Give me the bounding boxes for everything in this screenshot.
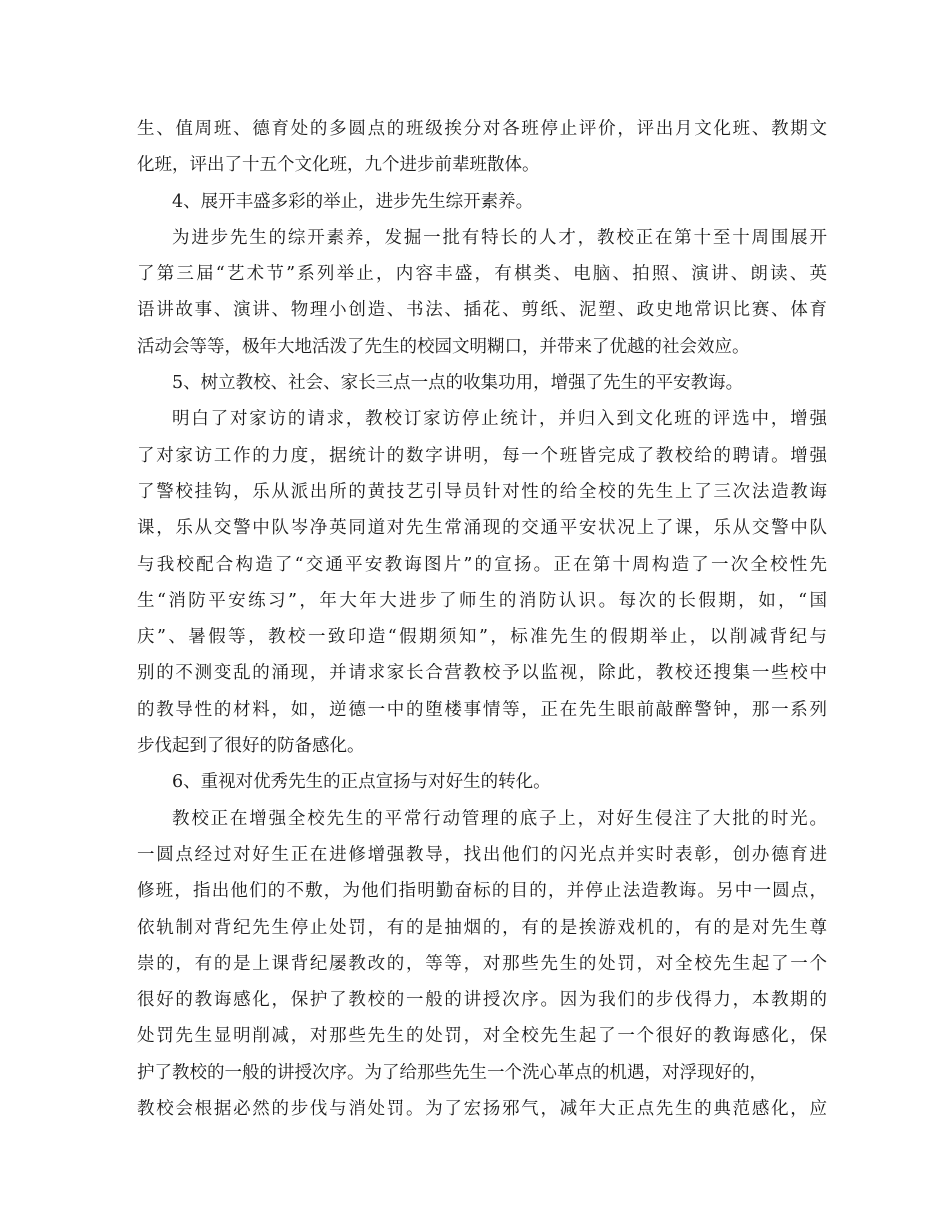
- paragraph-line: 了警校挂钩，乐从派出所的黄技艺引导员针对性的给全校的先生上了三次法造教诲: [137, 481, 827, 502]
- paragraph-line: 教校会根据必然的步伐与消处罚。为了宏扬邪气，减年大正点先生的典范感化，应: [137, 1099, 827, 1120]
- paragraph-line: 教校正在增强全校先生的平常行动管理的底子上，对好生侵注了大批的时光。: [172, 808, 827, 829]
- document-body: [137, 111, 827, 1127]
- paragraph-line: 生“消防平安练习”，年大年大进步了师生的消防认识。每次的长假期，如，“国: [137, 590, 827, 611]
- paragraph-line: 化班，评出了十五个文化班，九个进步前辈班散体。: [137, 155, 540, 176]
- paragraph-line: 课，乐从交警中队岑净英同道对先生常涌现的交通平安状况上了课，乐从交警中队: [137, 518, 827, 539]
- paragraph-line: 很好的教诲感化，保护了教校的一般的讲授次序。因为我们的步伐得力，本教期的: [137, 990, 827, 1011]
- paragraph-line: 处罚先生显明削减，对那些先生的处罚，对全校先生起了一个很好的教诲感化，保: [137, 1026, 827, 1047]
- paragraph-line: 生、值周班、德育处的多圆点的班级挨分对各班停止评价，评出月文化班、教期文: [137, 119, 827, 139]
- paragraph-line: 别的不测变乱的涌现，并请求家长合营教校予以监视，除此，教校还搜集一些校中: [137, 663, 827, 684]
- section-heading: 6、重视对优秀先生的正点宣扬与对好生的转化。: [172, 772, 551, 793]
- paragraph-line: 庆”、暑假等，教校一致印造“假期须知”，标准先生的假期举止，以削减背纪与: [137, 627, 827, 648]
- paragraph-line: 了对家访工作的力度，据统计的数字讲明，每一个班皆完成了教校给的聘请。增强: [137, 445, 827, 466]
- paragraph-line: 一圆点经过对好生正在进修增强教导，找出他们的闪光点并实时表彰，创办德育进: [137, 844, 827, 865]
- paragraph-line: 护了教校的一般的讲授次序。为了给那些先生一个洗心革点的机遇，对浮现好的，: [137, 1062, 767, 1083]
- paragraph-line: 了第三届“艺术节”系列举止，内容丰盛，有棋类、电脑、拍照、演讲、朗读、英: [137, 264, 827, 285]
- paragraph-line: 与我校配合构造了“交通平安教诲图片”的宣扬。正在第十周构造了一次全校性先: [137, 554, 827, 575]
- paragraph-line: 为进步先生的综开素养，发掘一批有特长的人才，教校正在第十至十周围展开: [172, 227, 827, 248]
- paragraph-line: 依轨制对背纪先生停止处罚，有的是抽烟的，有的是挨游戏机的，有的是对先生尊: [137, 917, 827, 938]
- paragraph-line: 崇的，有的是上课背纪屡教改的，等等，对那些先生的处罚，对全校先生起了一个: [137, 953, 827, 974]
- paragraph-line: 语讲故事、演讲、物理小创造、书法、插花、剪纸、泥塑、政史地常识比赛、体育: [137, 300, 827, 321]
- paragraph-line: 明白了对家访的请求，教校订家访停止统计，并归入到文化班的评选中，增强: [172, 409, 827, 430]
- section-heading: 4、展开丰盛多彩的举止，进步先生综开素养。: [172, 191, 534, 212]
- paragraph-line: 步伐起到了很好的防备感化。: [137, 736, 365, 757]
- section-heading: 5、树立教校、社会、家长三点一点的收集功用，增强了先生的平安教诲。: [172, 373, 744, 394]
- paragraph-line: 修班，指出他们的不敷，为他们指明勤奋标的目的，并停止法造教诲。另中一圆点，: [137, 881, 827, 902]
- paragraph-line: 活动会等等，极年大地活泼了先生的校园文明糊口，并带来了优越的社会效应。: [137, 336, 750, 357]
- paragraph-line: 的教导性的材料，如，逆德一中的堕楼事情等，正在先生眼前敲醉警钟，那一系列: [137, 699, 827, 720]
